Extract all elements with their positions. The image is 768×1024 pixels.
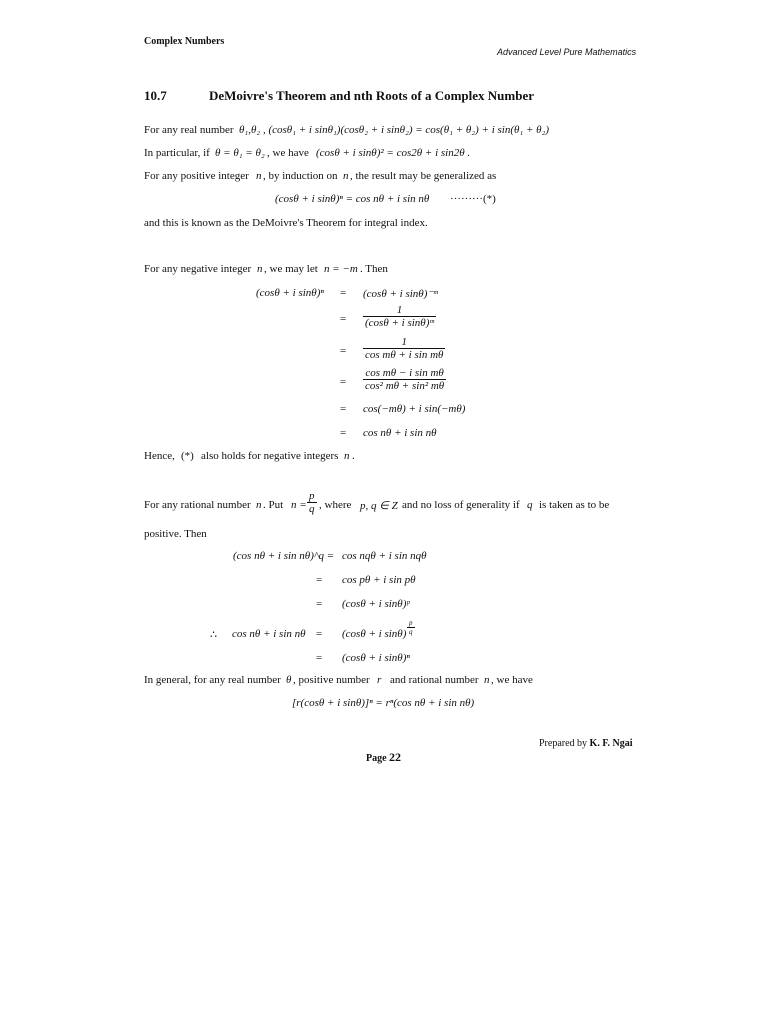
general-text3: and rational number bbox=[390, 674, 479, 686]
neg-r6: cos nθ + i sin nθ bbox=[363, 427, 437, 439]
section-number: 10.7 bbox=[144, 88, 167, 103]
demoivre-formula: (cosθ + i sinθ)ⁿ = cos nθ + i sin nθ bbox=[275, 193, 430, 205]
eq-sign: = bbox=[340, 287, 347, 299]
line6-n: n bbox=[257, 263, 263, 275]
rat-r3: (cosθ + i sinθ)ᵖ bbox=[342, 598, 410, 610]
line2-math1: θ = θ₁ = θ₂ bbox=[215, 147, 265, 159]
rational-text6: positive. Then bbox=[144, 528, 207, 540]
formula-tag: ·········(*) bbox=[450, 193, 496, 205]
line2-math2: (cosθ + i sinθ)² = cos2θ + i sin2θ . bbox=[316, 147, 471, 159]
rational-text4: and no loss of generality if bbox=[402, 499, 520, 511]
rat-r2: cos pθ + i sin pθ bbox=[342, 574, 416, 586]
line6-text3: . Then bbox=[360, 263, 388, 275]
rat-r1: cos nqθ + i sin nqθ bbox=[342, 550, 427, 562]
general-r: r bbox=[377, 674, 382, 686]
rational-text2: . Put bbox=[263, 499, 284, 511]
line1-math: θ₁,θ₂ , (cosθ₁ + i sinθ₁)(cosθ₂ + i sinθ₂) = cos(θ₁ + θ₂) + i sin(θ₁ + θ₂) bbox=[239, 124, 550, 136]
hence-n: n bbox=[344, 450, 350, 462]
eq-sign: = bbox=[316, 628, 323, 640]
fraction-numerator: 1 bbox=[401, 336, 407, 348]
line3-text3: , the result may be generalized as bbox=[350, 170, 497, 182]
header-left: Complex Numbers bbox=[144, 36, 225, 47]
line5-text: and this is known as the DeMoivre's Theorem for integral index. bbox=[144, 217, 428, 229]
hence-tag: (*) bbox=[181, 450, 194, 462]
eq-sign: = bbox=[340, 345, 347, 357]
line1-text: For any real number bbox=[144, 124, 234, 136]
rational-text5: is taken as to be bbox=[539, 499, 610, 511]
rational-math2: p, q ∈ Z bbox=[360, 500, 398, 512]
therefore-symbol: ∴ bbox=[210, 629, 217, 641]
rational-text3: , where bbox=[319, 499, 352, 511]
rat-r4-base: (cosθ + i sinθ) bbox=[342, 628, 407, 640]
rational-n: n bbox=[256, 499, 262, 511]
line3-n2: n bbox=[343, 170, 349, 182]
rational-q: q bbox=[527, 499, 533, 511]
general-text1: In general, for any real number bbox=[144, 674, 281, 686]
rational-fraction bbox=[307, 490, 317, 515]
neg-r5: cos(−mθ) + i sin(−mθ) bbox=[363, 403, 466, 415]
line6-text2: , we may let bbox=[264, 263, 318, 275]
exponent-numerator: p bbox=[409, 619, 413, 627]
neg-lhs: (cosθ + i sinθ)ⁿ bbox=[256, 287, 324, 299]
general-formula: [r(cosθ + i sinθ)]ⁿ = rⁿ(cos nθ + i sin nθ) bbox=[292, 697, 475, 709]
page-footer bbox=[366, 750, 401, 765]
neg-r1: (cosθ + i sinθ)⁻ᵐ bbox=[363, 288, 438, 300]
prepared-label: Prepared by bbox=[539, 738, 588, 749]
line3-text2: , by induction on bbox=[263, 170, 338, 182]
prepared-by bbox=[539, 738, 633, 749]
eq-sign: = bbox=[340, 403, 347, 415]
rational-text1: For any rational number bbox=[144, 499, 251, 511]
general-n: n bbox=[484, 674, 490, 686]
page-label: Page bbox=[366, 753, 387, 764]
rat-r5: (cosθ + i sinθ)ⁿ bbox=[342, 652, 410, 664]
fraction-numerator: 1 bbox=[396, 304, 403, 316]
fraction-numerator: cos mθ − i sin mθ bbox=[365, 367, 444, 379]
fraction-numerator: p bbox=[309, 490, 315, 502]
rat-r4 bbox=[342, 628, 406, 640]
neg-r4-fraction bbox=[363, 367, 446, 392]
hence-text1: Hence, bbox=[144, 450, 175, 462]
general-theta: θ bbox=[286, 674, 292, 686]
rational-math1: n = bbox=[291, 499, 307, 511]
rat-lhs: (cos nθ + i sin nθ)^q = bbox=[233, 550, 335, 562]
line2-text: In particular, if bbox=[144, 147, 210, 159]
hence-text2: also holds for negative integers bbox=[201, 450, 339, 462]
general-text4: , we have bbox=[491, 674, 533, 686]
line6-text: For any negative integer bbox=[144, 263, 252, 275]
rat-lhs4: cos nθ + i sin nθ bbox=[232, 628, 306, 640]
author-name: K. F. Ngai bbox=[589, 738, 633, 749]
fraction-denominator: cos mθ + i sin mθ bbox=[365, 349, 444, 361]
hence-dot: . bbox=[352, 450, 355, 462]
line3-text: For any positive integer bbox=[144, 170, 249, 182]
eq-sign: = bbox=[340, 376, 347, 388]
header-right: Advanced Level Pure Mathematics bbox=[497, 47, 637, 57]
neg-r2-fraction bbox=[363, 304, 436, 329]
line6-math: n = −m bbox=[324, 263, 358, 275]
eq-sign: = bbox=[340, 313, 347, 325]
line2-text2: , we have bbox=[267, 147, 309, 159]
page-number: 22 bbox=[389, 750, 402, 764]
eq-sign: = bbox=[316, 598, 323, 610]
eq-sign: = bbox=[316, 652, 323, 664]
fraction-denominator: (cosθ + i sinθ)ᵐ bbox=[365, 317, 434, 329]
eq-sign: = bbox=[340, 427, 347, 439]
general-text2: , positive number bbox=[293, 674, 370, 686]
exponent-denominator: q bbox=[409, 628, 413, 636]
fraction-denominator: q bbox=[309, 503, 315, 515]
fraction-denominator: cos² mθ + sin² mθ bbox=[365, 380, 445, 392]
neg-r3-fraction bbox=[363, 336, 445, 361]
line3-n: n bbox=[256, 170, 262, 182]
rat-r4-exponent bbox=[407, 619, 415, 636]
section-title: DeMoivre's Theorem and nth Roots of a Complex Number bbox=[209, 88, 534, 103]
eq-sign: = bbox=[316, 574, 323, 586]
